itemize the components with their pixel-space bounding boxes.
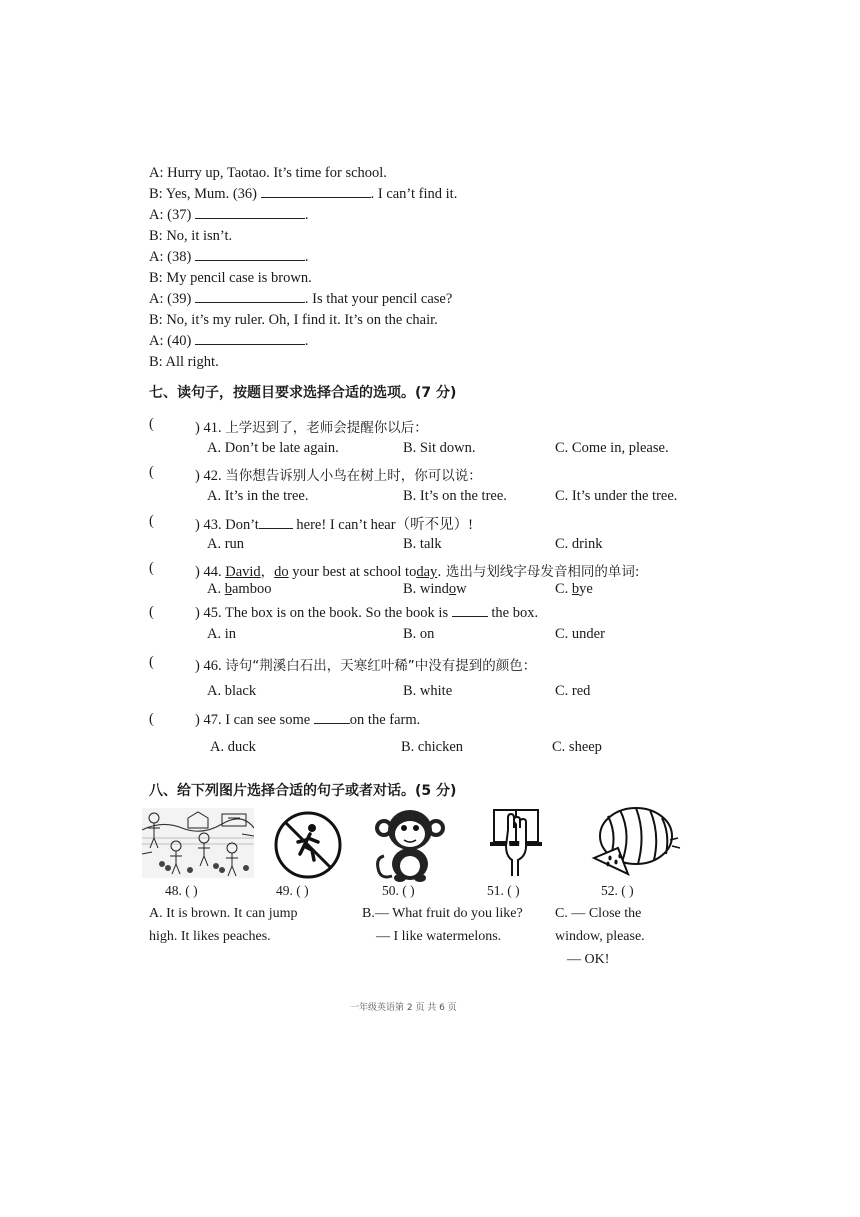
choice-line: A. It is brown. It can jump — [149, 906, 298, 921]
answer-paren[interactable]: ( — [149, 654, 154, 670]
dialogue-line — [149, 185, 457, 203]
dialogue-text: . Is that your pencil case? — [304, 291, 453, 307]
question-prompt: Don’t — [225, 517, 259, 533]
option-a[interactable]: A. run — [207, 536, 245, 552]
underlined-letter: b — [224, 581, 232, 597]
choice-line: window, please. — [555, 929, 645, 944]
option-b[interactable]: B. It’s on the tree. — [403, 488, 507, 504]
dialogue-line — [149, 332, 309, 350]
close-paren: ) — [195, 468, 200, 484]
option-c[interactable]: C. under — [555, 626, 605, 642]
option-a[interactable] — [207, 581, 271, 598]
close-paren: ) — [195, 564, 200, 580]
speaker-label: A: — [149, 291, 164, 307]
underlined-word: day — [416, 564, 438, 580]
question-prompt: on the farm. — [349, 712, 421, 728]
underlined-letter: o — [448, 581, 457, 597]
page-footer: 一年级英语第 2 页 共 6 页 — [350, 1003, 457, 1013]
option-b[interactable]: B. talk — [403, 536, 442, 552]
dialogue-text: (37) — [167, 207, 192, 223]
answer-blank-40[interactable] — [195, 332, 305, 345]
option-text: C. — [555, 581, 572, 597]
dialogue-text: No, it isn’t. — [166, 228, 233, 244]
close-paren: ) — [195, 712, 200, 728]
option-c[interactable]: C. sheep — [552, 739, 602, 755]
farm-scene-icon — [142, 808, 254, 878]
underlined-word: do — [274, 564, 289, 580]
choice-line: — I like watermelons. — [376, 929, 502, 944]
option-b[interactable]: B. on — [403, 626, 435, 642]
dialogue-line — [149, 290, 452, 308]
answer-paren[interactable]: ( — [149, 711, 154, 727]
answer-blank-39[interactable] — [195, 290, 305, 303]
dialogue-text: (40) — [167, 333, 192, 349]
dialogue-text: Hurry up, Taotao. It’s time for school. — [167, 165, 387, 181]
choice-line: — OK! — [567, 952, 610, 967]
picture-50-answer[interactable]: 50. ( ) — [382, 883, 415, 898]
dialogue-text: (38) — [167, 249, 192, 265]
answer-blank-36[interactable] — [261, 185, 371, 198]
question-text — [195, 464, 482, 485]
question-prompt: 上学迟到了，老师会提醒你以后： — [225, 420, 428, 436]
close-paren: ) — [195, 420, 200, 436]
dialogue-line — [149, 311, 438, 329]
question-text — [195, 416, 428, 437]
option-b[interactable]: B. chicken — [401, 739, 464, 755]
option-a[interactable]: A. black — [207, 683, 257, 699]
question-number: 42. — [203, 468, 222, 484]
dialogue-text: . — [304, 249, 309, 265]
speaker-label: A: — [149, 249, 164, 265]
dialogue-line — [149, 206, 309, 224]
speaker-label: B: — [149, 186, 163, 202]
choice-line: B.— What fruit do you like? — [362, 906, 523, 921]
question-number: 41. — [203, 420, 222, 436]
dialogue-text: My pencil case is brown. — [166, 270, 312, 286]
option-text: amboo — [231, 581, 272, 597]
picture-49-answer[interactable]: 49. ( ) — [276, 883, 309, 898]
question-prompt: here! I can’t hear（听不见）! — [296, 517, 473, 533]
speaker-label: B: — [149, 228, 163, 244]
dialogue-line — [149, 227, 232, 245]
speaker-label: B: — [149, 312, 163, 328]
question-prompt: The box is on the book. So the book is — [224, 605, 449, 621]
option-a[interactable]: A. Don’t be late again. — [207, 440, 339, 456]
option-text: w — [456, 581, 467, 597]
question-text — [195, 711, 420, 729]
dialogue-text: No, it’s my ruler. Oh, I find it. It’s on the chair. — [166, 312, 438, 328]
dialogue-text: . I can’t find it. — [370, 186, 458, 202]
question-text — [195, 654, 536, 675]
question-text — [195, 513, 473, 534]
answer-paren[interactable]: ( — [149, 604, 154, 620]
answer-paren[interactable]: ( — [149, 464, 154, 480]
underlined-word: David — [225, 564, 261, 580]
option-text: B. wind — [403, 581, 449, 597]
choice-line: C. — Close the — [555, 906, 642, 921]
answer-paren[interactable]: ( — [149, 513, 154, 529]
question-number: 44. — [203, 564, 222, 580]
close-paren: ) — [195, 605, 200, 621]
answer-blank-37[interactable] — [195, 206, 305, 219]
dialogue-text: . — [304, 207, 309, 223]
picture-52-answer[interactable]: 52. ( ) — [601, 883, 634, 898]
choice-b — [362, 902, 523, 948]
speaker-label: A: — [149, 333, 164, 349]
option-a[interactable]: A. It’s in the tree. — [207, 488, 309, 504]
section-8-title: 八、给下列图片选择合适的句子或者对话。(5 分) — [149, 783, 457, 799]
dialogue-line — [149, 269, 312, 287]
speaker-label: A: — [149, 165, 164, 181]
no-walking-sign-icon — [270, 810, 346, 880]
dialogue-text: . — [304, 333, 309, 349]
option-c[interactable]: C. red — [555, 683, 591, 699]
question-prompt: . 选出与划线字母发音相同的单词: — [437, 564, 640, 580]
dialogue-line — [149, 164, 387, 182]
choice-c — [555, 902, 645, 971]
picture-48-answer[interactable]: 48. ( ) — [165, 883, 198, 898]
question-prompt: the box. — [491, 605, 539, 621]
speaker-label: A: — [149, 207, 164, 223]
answer-paren[interactable]: ( — [149, 560, 154, 576]
close-paren: ) — [195, 658, 200, 674]
option-c[interactable]: C. drink — [555, 536, 603, 552]
option-a[interactable]: A. in — [207, 626, 236, 642]
choice-line: high. It likes peaches. — [149, 929, 271, 944]
dialogue-line — [149, 248, 309, 266]
section-7-title: 七、读句子，按题目要求选择合适的选项。(7 分) — [149, 385, 457, 401]
option-text: A. — [207, 581, 225, 597]
separator: ， — [260, 564, 275, 580]
option-c[interactable]: C. It’s under the tree. — [555, 488, 678, 504]
watermelon-icon — [588, 804, 682, 880]
question-number: 46. — [203, 658, 222, 674]
answer-blank[interactable] — [259, 516, 293, 529]
answer-blank[interactable] — [314, 711, 350, 724]
speaker-label: B: — [149, 354, 163, 370]
monkey-icon — [370, 806, 450, 882]
dialogue-text: (39) — [167, 291, 192, 307]
option-c[interactable] — [555, 581, 593, 598]
dialogue-text: All right. — [165, 354, 219, 370]
question-prompt: I can see some — [225, 712, 311, 728]
option-a[interactable]: A. duck — [210, 739, 256, 755]
answer-paren[interactable]: ( — [149, 416, 154, 432]
option-b[interactable]: B. white — [403, 683, 453, 699]
question-prompt: 诗句“荆溪白石出，天寒红叶稀”中没有提到的颜色： — [225, 658, 537, 674]
close-paren: ) — [195, 517, 200, 533]
option-b[interactable] — [403, 581, 467, 598]
choice-a — [149, 902, 298, 948]
question-number: 45. — [203, 605, 222, 621]
answer-blank[interactable] — [452, 604, 488, 617]
picture-51-answer[interactable]: 51. ( ) — [487, 883, 520, 898]
option-text: ye — [579, 581, 593, 597]
question-text — [195, 604, 538, 622]
dialogue-text: Yes, Mum. (36) — [165, 186, 257, 202]
speaker-label: B: — [149, 270, 163, 286]
closing-window-icon — [488, 808, 544, 880]
question-number: 47. — [203, 712, 222, 728]
question-text — [195, 560, 639, 581]
option-b[interactable]: B. Sit down. — [403, 440, 476, 456]
underlined-letter: b — [571, 581, 580, 597]
question-prompt: your best at school to — [288, 564, 417, 580]
dialogue-line — [149, 353, 219, 371]
option-c[interactable]: C. Come in, please. — [555, 440, 669, 456]
answer-blank-38[interactable] — [195, 248, 305, 261]
question-prompt: 当你想告诉别人小鸟在树上时，你可以说： — [225, 468, 482, 484]
question-number: 43. — [203, 517, 222, 533]
